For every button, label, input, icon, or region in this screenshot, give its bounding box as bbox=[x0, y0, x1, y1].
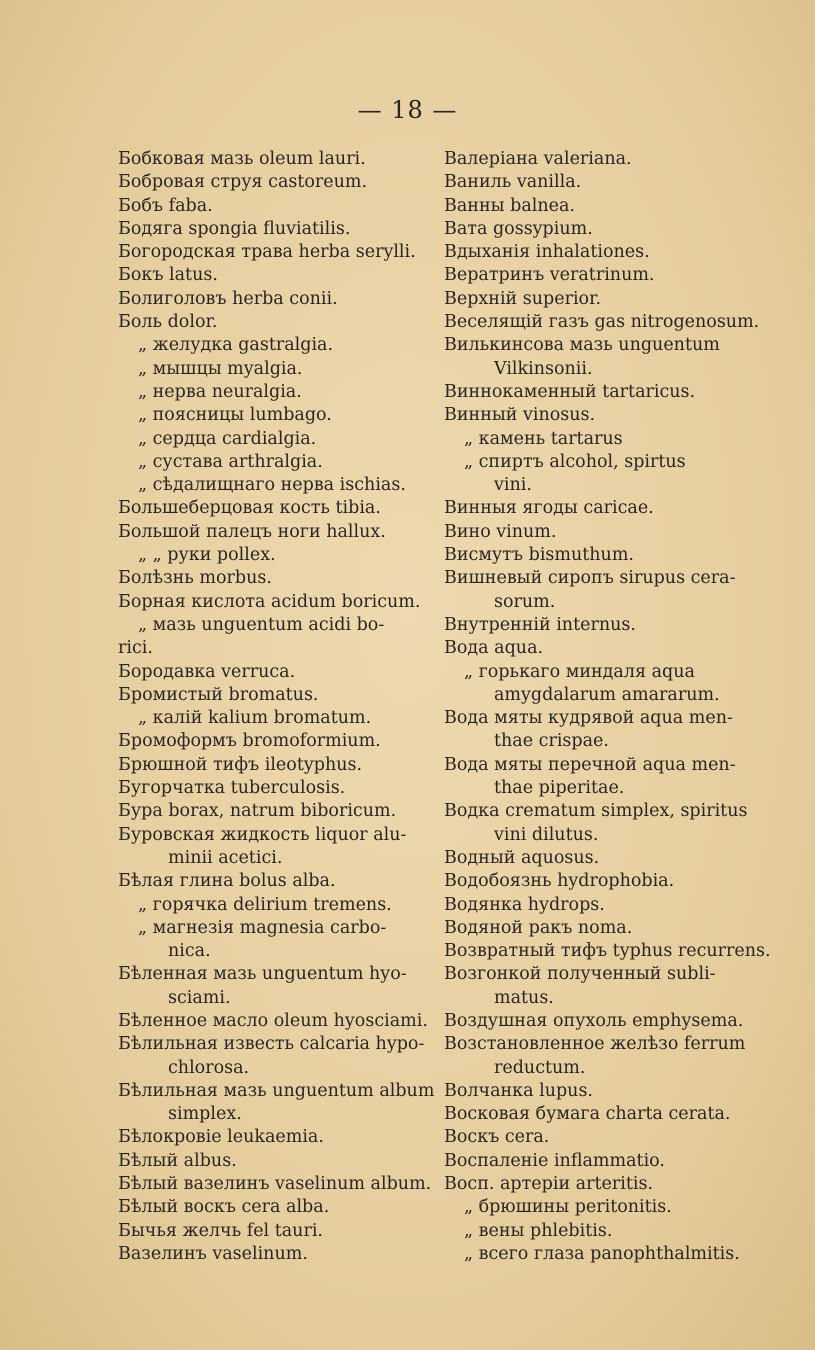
dictionary-entry: sorum. bbox=[494, 591, 556, 612]
dictionary-entry: „ спиртъ alcohol, spirtus bbox=[464, 451, 686, 472]
dictionary-entry: Бобковая мазь oleum lauri. bbox=[118, 149, 366, 169]
dictionary-entry: Болѣзнь morbus. bbox=[118, 568, 272, 589]
dictionary-entry: Вино vinum. bbox=[444, 521, 557, 542]
dictionary-entry: Бычья желчь fel tauri. bbox=[118, 1220, 323, 1241]
dictionary-entry: Большеберцовая кость tibia. bbox=[118, 498, 381, 519]
dictionary-entry: Вода мяты кудрявой aqua men- bbox=[444, 708, 733, 729]
dictionary-entry: Вишневый сиропъ sirupus cera- bbox=[444, 568, 736, 589]
dictionary-entry: Висмутъ bismuthum. bbox=[444, 545, 634, 566]
dictionary-entry: simplex. bbox=[168, 1104, 242, 1125]
dictionary-entry: Возстановленное желѣзо ferrum bbox=[444, 1034, 746, 1055]
dictionary-entry: „ поясницы lumbago. bbox=[138, 405, 332, 426]
page-number: — 18 — bbox=[357, 96, 458, 124]
dictionary-entry: Богородская трава herba serylli. bbox=[118, 242, 416, 263]
dictionary-entry: Вдыханія inhalationes. bbox=[444, 242, 650, 263]
dictionary-entry: Воскъ cera. bbox=[444, 1127, 550, 1148]
dictionary-entry: Буровская жидкость liquor alu- bbox=[118, 824, 407, 845]
dictionary-entry: Воспаленіе inflammatio. bbox=[444, 1150, 665, 1171]
dictionary-entry: „ магнезія magnesia carbo- bbox=[138, 917, 387, 938]
dictionary-entry: Винныя ягоды caricae. bbox=[444, 498, 654, 519]
dictionary-entry: Веселящій газъ gas nitrogenosum. bbox=[444, 312, 760, 333]
dictionary-entry: amygdalarum amararum. bbox=[494, 684, 720, 705]
dictionary-entry: Бѣлый albus. bbox=[118, 1150, 237, 1171]
dictionary-entry: sciami. bbox=[168, 987, 231, 1008]
dictionary-entry: Валеріана valeriana. bbox=[444, 149, 632, 169]
dictionary-entry: Болиголовъ herba conii. bbox=[118, 288, 338, 309]
left-column bbox=[118, 148, 448, 1266]
dictionary-entry: Бодяга spongia fluviatilis. bbox=[118, 218, 351, 239]
dictionary-entry: Восковая бумага charta cerata. bbox=[444, 1104, 731, 1125]
dictionary-entry: Водяной ракъ noma. bbox=[444, 917, 633, 938]
dictionary-entry: Бѣлый воскъ cera alba. bbox=[118, 1197, 330, 1218]
dictionary-entry: vini. bbox=[494, 475, 532, 496]
dictionary-entry: Возвратный тифъ typhus recurrens. bbox=[444, 941, 771, 962]
dictionary-entry: Возгонкой полученный subli- bbox=[444, 964, 716, 985]
dictionary-entry: vini dilutus. bbox=[494, 824, 599, 845]
dictionary-entry: chlorosa. bbox=[168, 1057, 250, 1078]
dictionary-entry: „ горькаго миндаля aqua bbox=[464, 661, 695, 682]
dictionary-entry: Вазелинъ vaselinum. bbox=[118, 1243, 308, 1264]
dictionary-entry: „ сердца cardialgia. bbox=[138, 428, 317, 449]
dictionary-entry: „ „ руки pollex. bbox=[138, 545, 276, 566]
dictionary-entry: Большой палецъ ноги hallux. bbox=[118, 521, 386, 542]
right-column bbox=[444, 148, 784, 1266]
dictionary-entry: Бородавка verruca. bbox=[118, 661, 296, 682]
dictionary-entry: rici. bbox=[118, 638, 153, 659]
dictionary-entry: Водный aquosus. bbox=[444, 847, 600, 868]
dictionary-entry: Водка crematum simplex, spiritus bbox=[444, 801, 748, 822]
dictionary-entry: Бокъ latus. bbox=[118, 265, 218, 286]
dictionary-entry: „ всего глаза panophthalmitis. bbox=[464, 1243, 740, 1264]
dictionary-entry: Vilkinsonii. bbox=[494, 358, 593, 379]
dictionary-entry: „ мазь unguentum acidi bo- bbox=[138, 614, 385, 635]
dictionary-entry: Ванны balnea. bbox=[444, 195, 575, 216]
dictionary-entry: „ нерва neuralgia. bbox=[138, 381, 302, 402]
dictionary-entry: Бѣлильная мазь unguentum album bbox=[118, 1080, 435, 1101]
dictionary-entry: „ сѣдалищнаго нерва ischias. bbox=[138, 475, 406, 496]
dictionary-entry: „ желудка gastralgia. bbox=[138, 335, 334, 356]
dictionary-entry: Вода aqua. bbox=[444, 638, 544, 659]
dictionary-entry: nica. bbox=[168, 941, 211, 962]
dictionary-entry: Брюшной тифъ ileotyphus. bbox=[118, 754, 363, 775]
dictionary-entry: Бугорчатка tuberculosis. bbox=[118, 778, 346, 799]
dictionary-entry: Бѣлый вазелинъ vaselinum album. bbox=[118, 1174, 432, 1195]
dictionary-entry: thae piperitae. bbox=[494, 778, 625, 799]
dictionary-entry: Винный vinosus. bbox=[444, 405, 596, 426]
dictionary-entry: thae crispae. bbox=[494, 731, 609, 752]
dictionary-entry: „ сустава arthralgia. bbox=[138, 451, 323, 472]
dictionary-entry: Бѣлокровіе leukaemia. bbox=[118, 1127, 324, 1148]
dictionary-entry: Бромистый bromatus. bbox=[118, 684, 319, 705]
dictionary-entry: Воздушная опухоль emphysema. bbox=[444, 1010, 744, 1031]
dictionary-entry: Бура borax, natrum biboricum. bbox=[118, 801, 397, 822]
dictionary-entry: Виннокаменный tartaricus. bbox=[444, 381, 696, 402]
dictionary-entry: „ калій kalium bromatum. bbox=[138, 708, 372, 729]
dictionary-entry: Водянка hydrops. bbox=[444, 894, 605, 915]
dictionary-entry: Бромоформъ bromoformium. bbox=[118, 731, 381, 752]
dictionary-entry: „ вены phlebitis. bbox=[464, 1220, 613, 1241]
dictionary-entry: Бобровая струя castoreum. bbox=[118, 172, 368, 193]
dictionary-entry: Бѣленная мазь unguentum hyo- bbox=[118, 964, 407, 985]
dictionary-entry: „ мышцы myalgia. bbox=[138, 358, 303, 379]
dictionary-entry: Внутренній internus. bbox=[444, 614, 636, 635]
dictionary-entry: Бобъ faba. bbox=[118, 195, 213, 216]
dictionary-entry: Волчанка lupus. bbox=[444, 1080, 593, 1101]
dictionary-entry: minii acetici. bbox=[168, 847, 283, 868]
dictionary-entry: „ брюшины peritonitis. bbox=[464, 1197, 672, 1218]
dictionary-entry: Вата gossypium. bbox=[444, 218, 593, 239]
dictionary-entry: Вилькинсова мазь unguentum bbox=[444, 335, 720, 356]
dictionary-entry: Водобоязнь hydrophobia. bbox=[444, 871, 675, 892]
dictionary-entry: Ваниль vanilla. bbox=[444, 172, 582, 193]
dictionary-entry: reductum. bbox=[494, 1057, 586, 1078]
dictionary-entry: Бѣленное масло oleum hyosciami. bbox=[118, 1010, 428, 1031]
dictionary-entry: Восп. артеріи arteritis. bbox=[444, 1174, 654, 1195]
dictionary-entry: Вода мяты перечной aqua men- bbox=[444, 754, 736, 775]
dictionary-entry: Верхній superior. bbox=[444, 288, 602, 309]
dictionary-entry: Боль dolor. bbox=[118, 312, 218, 333]
dictionary-entry: Бѣлильная известь calcaria hypo- bbox=[118, 1034, 425, 1055]
dictionary-entry: Борная кислота acidum boricum. bbox=[118, 591, 421, 612]
dictionary-entry: „ камень tartarus bbox=[464, 428, 623, 449]
dictionary-entry: „ горячка delirium tremens. bbox=[138, 894, 392, 915]
dictionary-entry: Вератринъ veratrinum. bbox=[444, 265, 655, 286]
dictionary-entry: Бѣлая глина bolus alba. bbox=[118, 871, 336, 892]
dictionary-entry: matus. bbox=[494, 987, 554, 1008]
